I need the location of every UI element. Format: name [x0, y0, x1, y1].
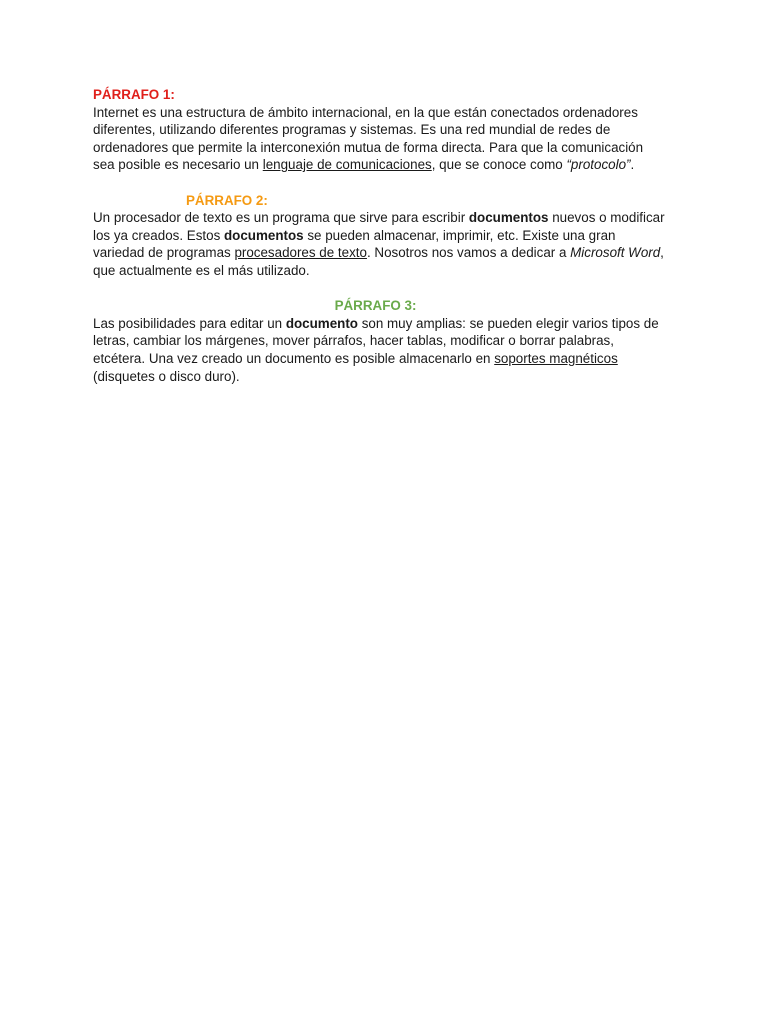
paragraph-gap: [93, 174, 668, 192]
paragraph-1-text-2: , que se conoce como: [431, 157, 567, 173]
paragraph-3-text-3: (disquetes o disco duro).: [93, 368, 240, 384]
paragraph-3: [93, 315, 668, 385]
paragraph-3-heading: PÁRRAFO 3:: [334, 298, 417, 314]
paragraph-1-text-3: .: [630, 157, 635, 173]
paragraph-2-text-2: nuevos o modificar los ya creados. Estos: [93, 210, 665, 243]
paragraph-2-underlined-text: procesadores de texto: [234, 245, 367, 261]
paragraph-2-text-3: se pueden almacenar, imprimir, etc. Existe una gran variedad de programas: [93, 227, 616, 261]
paragraph-3-bold-text: documento: [285, 315, 358, 331]
paragraph-2-text-4: . Nosotros nos vamos a dedicar a: [366, 245, 571, 261]
paragraph-2-heading: PÁRRAFO 2:: [186, 192, 268, 208]
paragraph-3-underlined-text: soportes magnéticos: [494, 350, 618, 366]
paragraph-2-italic-text: Microsoft Word: [570, 245, 661, 261]
paragraph-1-underlined-text: lenguaje de comunicaciones: [262, 157, 432, 173]
paragraph-2-bold-text-2: documentos: [224, 227, 304, 243]
paragraph-1-text-1: Internet es una estructura de ámbito internacional, en la que están conectados ordenadores diferentes, utilizando diferentes programas y sistemas. Es una red mundial de redes de ordenadores que permite la interconexión mutua de forma directa. Para que la comunicación sea posible es necesario un: [93, 104, 644, 173]
paragraph-1-italic-text: “protocolo”: [566, 157, 631, 173]
document-content: [93, 86, 668, 385]
paragraph-2-bold-text-1: documentos: [468, 210, 549, 226]
paragraph-3-text-2: son muy amplias: se pueden elegir varios tipos de letras, cambiar los márgenes, mover párrafos, hacer tablas, modificar o borrar palabras, etcétera. Una vez creado un documento es posible almacenarlo en: [93, 315, 659, 366]
paragraph-2-text-5: , que actualmente es el más utilizado.: [93, 245, 664, 278]
paragraph-2: [93, 209, 668, 279]
paragraph-gap: [93, 280, 668, 298]
paragraph-2-text-1: Un procesador de texto es un programa que sirve para escribir: [93, 210, 469, 226]
paragraph-1: [93, 104, 668, 174]
paragraph-3-text-1: Las posibilidades para editar un: [93, 315, 286, 331]
paragraph-1-heading: PÁRRAFO 1:: [93, 87, 175, 102]
